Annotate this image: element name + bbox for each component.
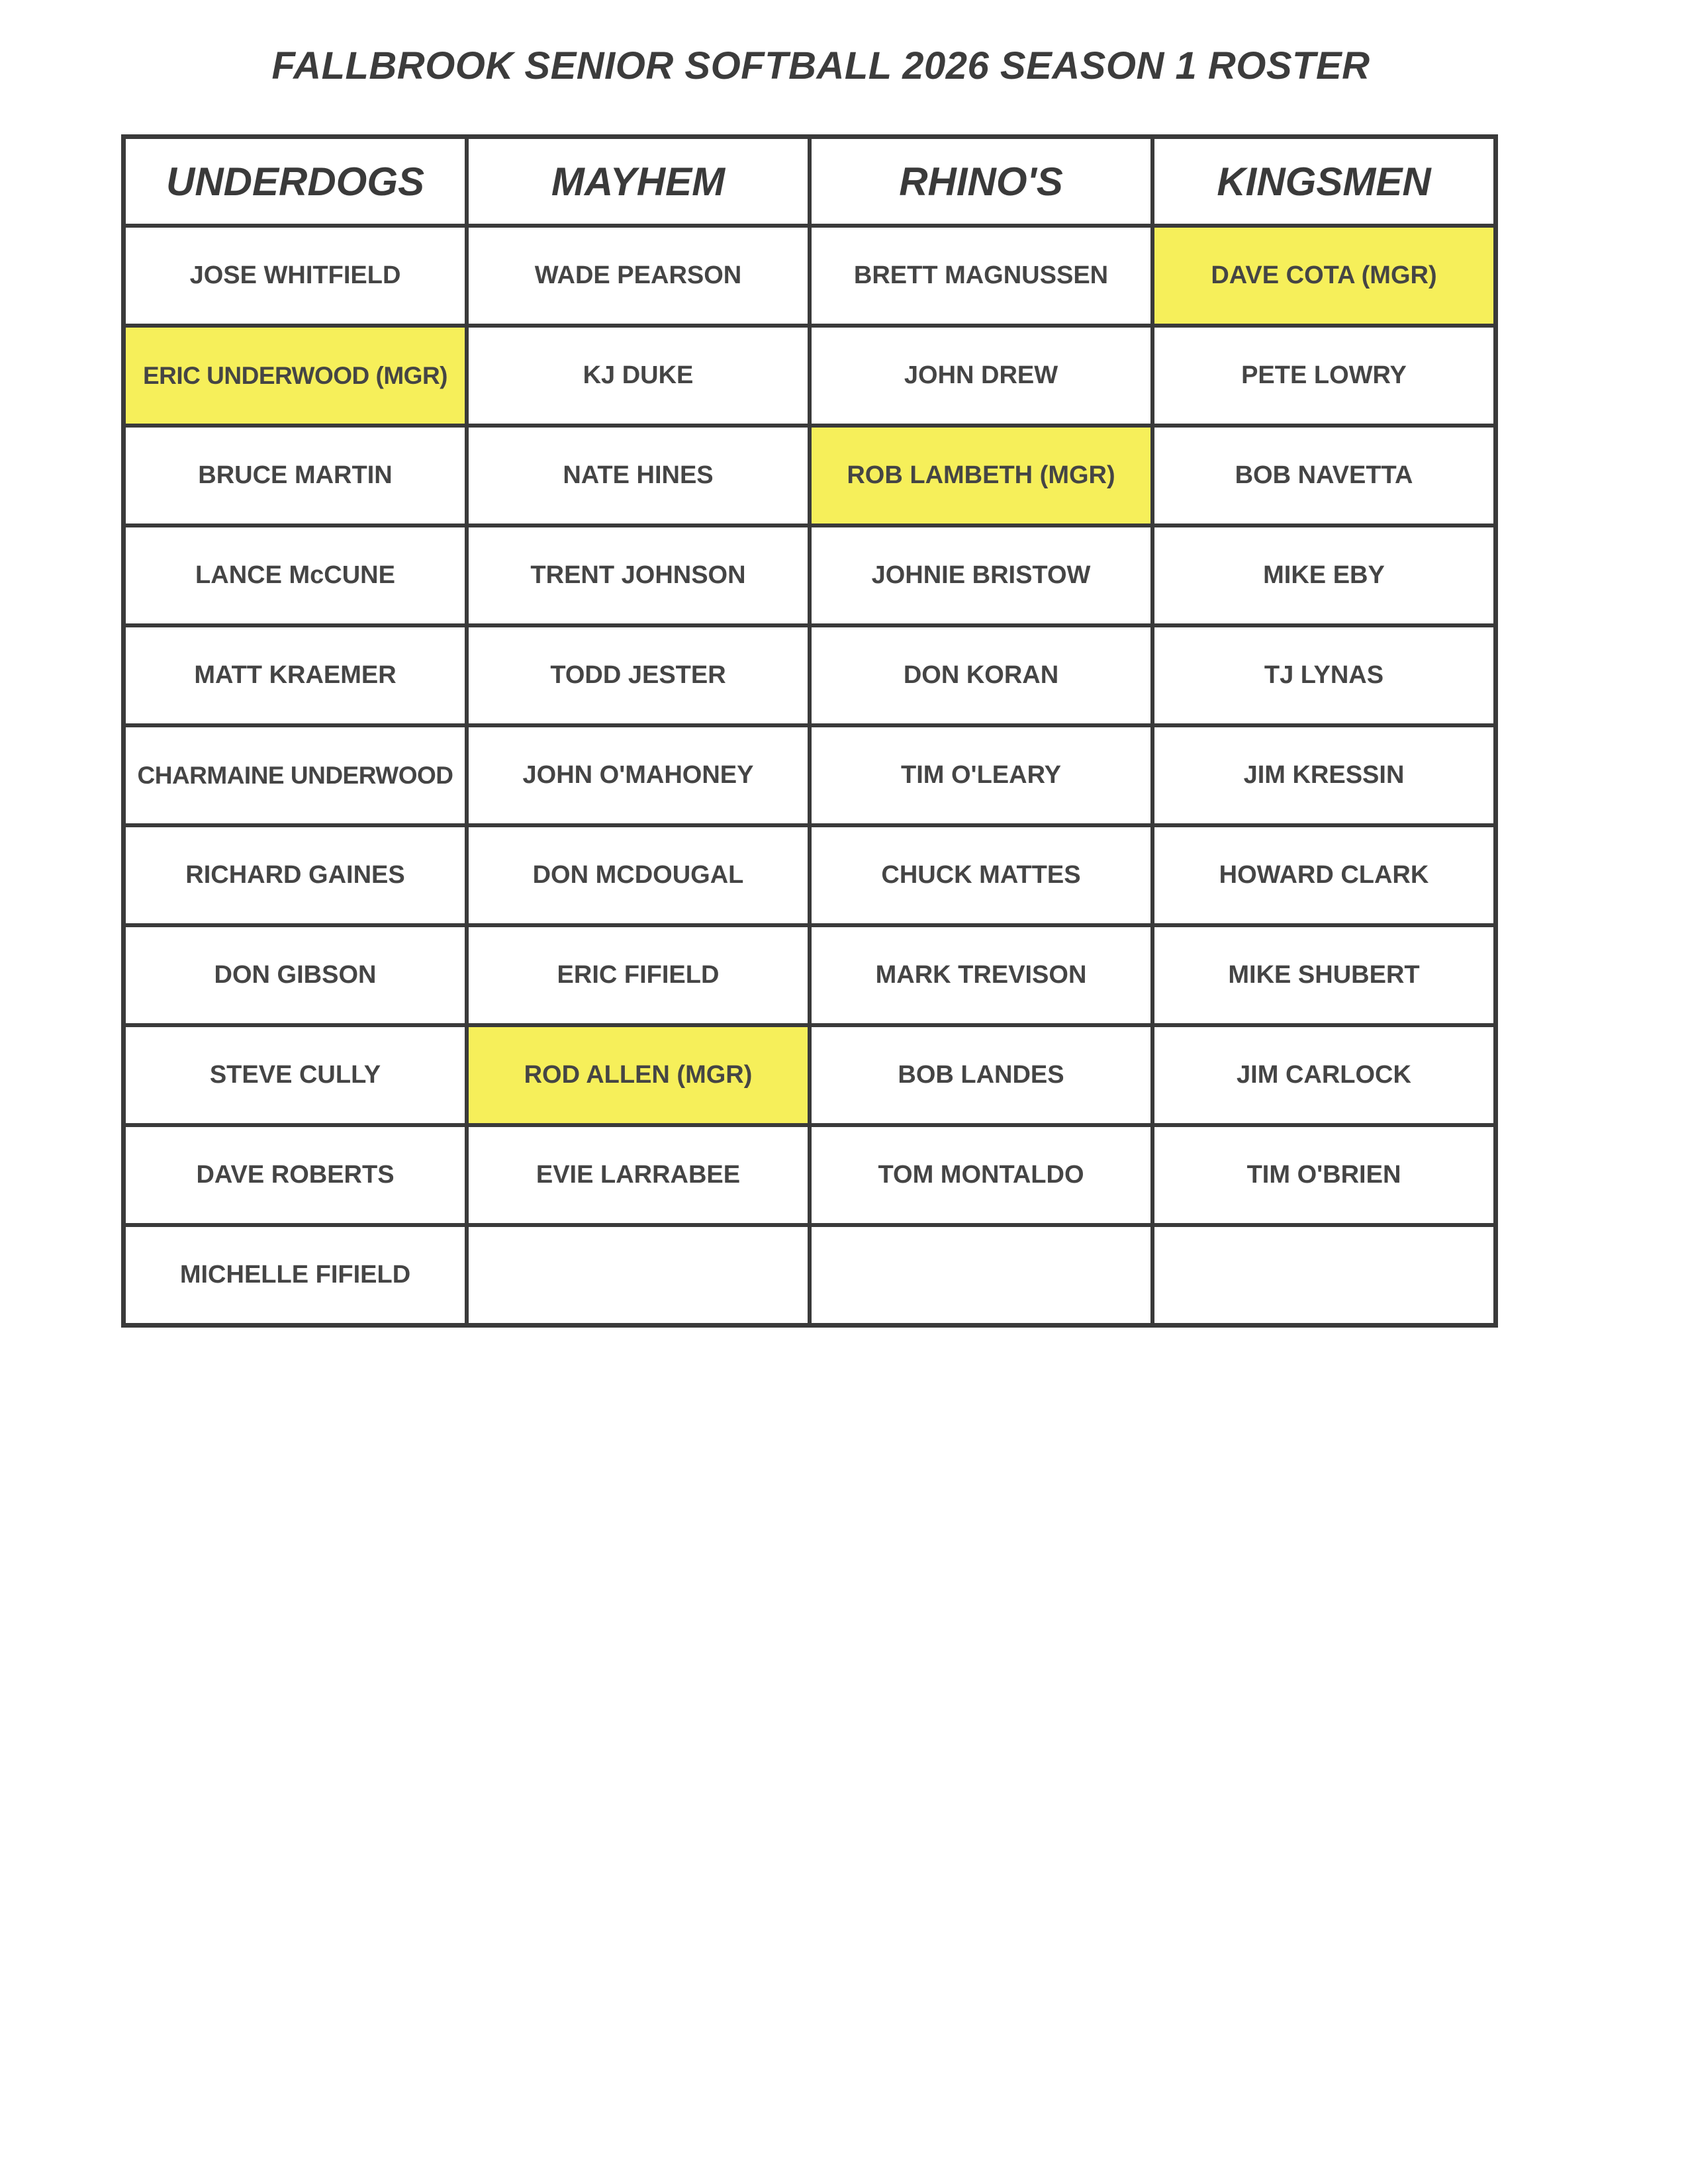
team-header-rhinos: RHINO'S [810,137,1152,226]
player-cell: DON MCDOUGAL [467,825,810,925]
player-cell: TJ LYNAS [1152,625,1496,725]
player-cell: BRETT MAGNUSSEN [810,226,1152,326]
player-cell: JIM CARLOCK [1152,1025,1496,1125]
player-cell: JOHN O'MAHONEY [467,725,810,825]
player-cell: HOWARD CLARK [1152,825,1496,925]
player-cell: CHARMAINE UNDERWOOD [124,725,467,825]
player-cell: JOHN DREW [810,326,1152,426]
player-cell: CHUCK MATTES [810,825,1152,925]
player-cell: BOB LANDES [810,1025,1152,1125]
player-cell: DON KORAN [810,625,1152,725]
player-cell: TIM O'BRIEN [1152,1125,1496,1225]
empty-cell [810,1225,1152,1326]
player-cell: TIM O'LEARY [810,725,1152,825]
roster-row [124,326,1496,426]
roster-row [124,825,1496,925]
player-cell: MARK TREVISON [810,925,1152,1025]
player-cell: RICHARD GAINES [124,825,467,925]
player-cell: MATT KRAEMER [124,625,467,725]
roster-row [124,226,1496,326]
team-header-mayhem: MAYHEM [467,137,810,226]
player-cell: KJ DUKE [467,326,810,426]
manager-cell: ROB LAMBETH (MGR) [810,426,1152,525]
roster-row [124,426,1496,525]
player-cell: TODD JESTER [467,625,810,725]
page-title: FALLBROOK SENIOR SOFTBALL 2026 SEASON 1 ROSTER [271,44,1370,87]
player-cell: TOM MONTALDO [810,1125,1152,1225]
player-cell: TRENT JOHNSON [467,525,810,625]
player-cell: DON GIBSON [124,925,467,1025]
player-cell: JOSE WHITFIELD [124,226,467,326]
player-cell: BRUCE MARTIN [124,426,467,525]
team-header-row [124,137,1496,226]
roster-row [124,925,1496,1025]
player-cell: WADE PEARSON [467,226,810,326]
roster-row [124,1125,1496,1225]
manager-cell: ROD ALLEN (MGR) [467,1025,810,1125]
player-cell: MIKE SHUBERT [1152,925,1496,1025]
roster-row [124,725,1496,825]
roster-row [124,625,1496,725]
player-cell: BOB NAVETTA [1152,426,1496,525]
player-cell: STEVE CULLY [124,1025,467,1125]
empty-cell [1152,1225,1496,1326]
player-cell: NATE HINES [467,426,810,525]
roster-row [124,1025,1496,1125]
team-header-kingsmen: KINGSMEN [1152,137,1496,226]
roster-row [124,525,1496,625]
player-cell: ERIC FIFIELD [467,925,810,1025]
player-cell: JOHNIE BRISTOW [810,525,1152,625]
empty-cell [467,1225,810,1326]
roster-table [121,134,1498,1328]
player-cell: DAVE ROBERTS [124,1125,467,1225]
player-cell: MIKE EBY [1152,525,1496,625]
player-cell: EVIE LARRABEE [467,1125,810,1225]
manager-cell: DAVE COTA (MGR) [1152,226,1496,326]
player-cell: MICHELLE FIFIELD [124,1225,467,1326]
roster-row [124,1225,1496,1326]
manager-cell: ERIC UNDERWOOD (MGR) [124,326,467,426]
player-cell: LANCE McCUNE [124,525,467,625]
player-cell: JIM KRESSIN [1152,725,1496,825]
player-cell: PETE LOWRY [1152,326,1496,426]
team-header-underdogs: UNDERDOGS [124,137,467,226]
